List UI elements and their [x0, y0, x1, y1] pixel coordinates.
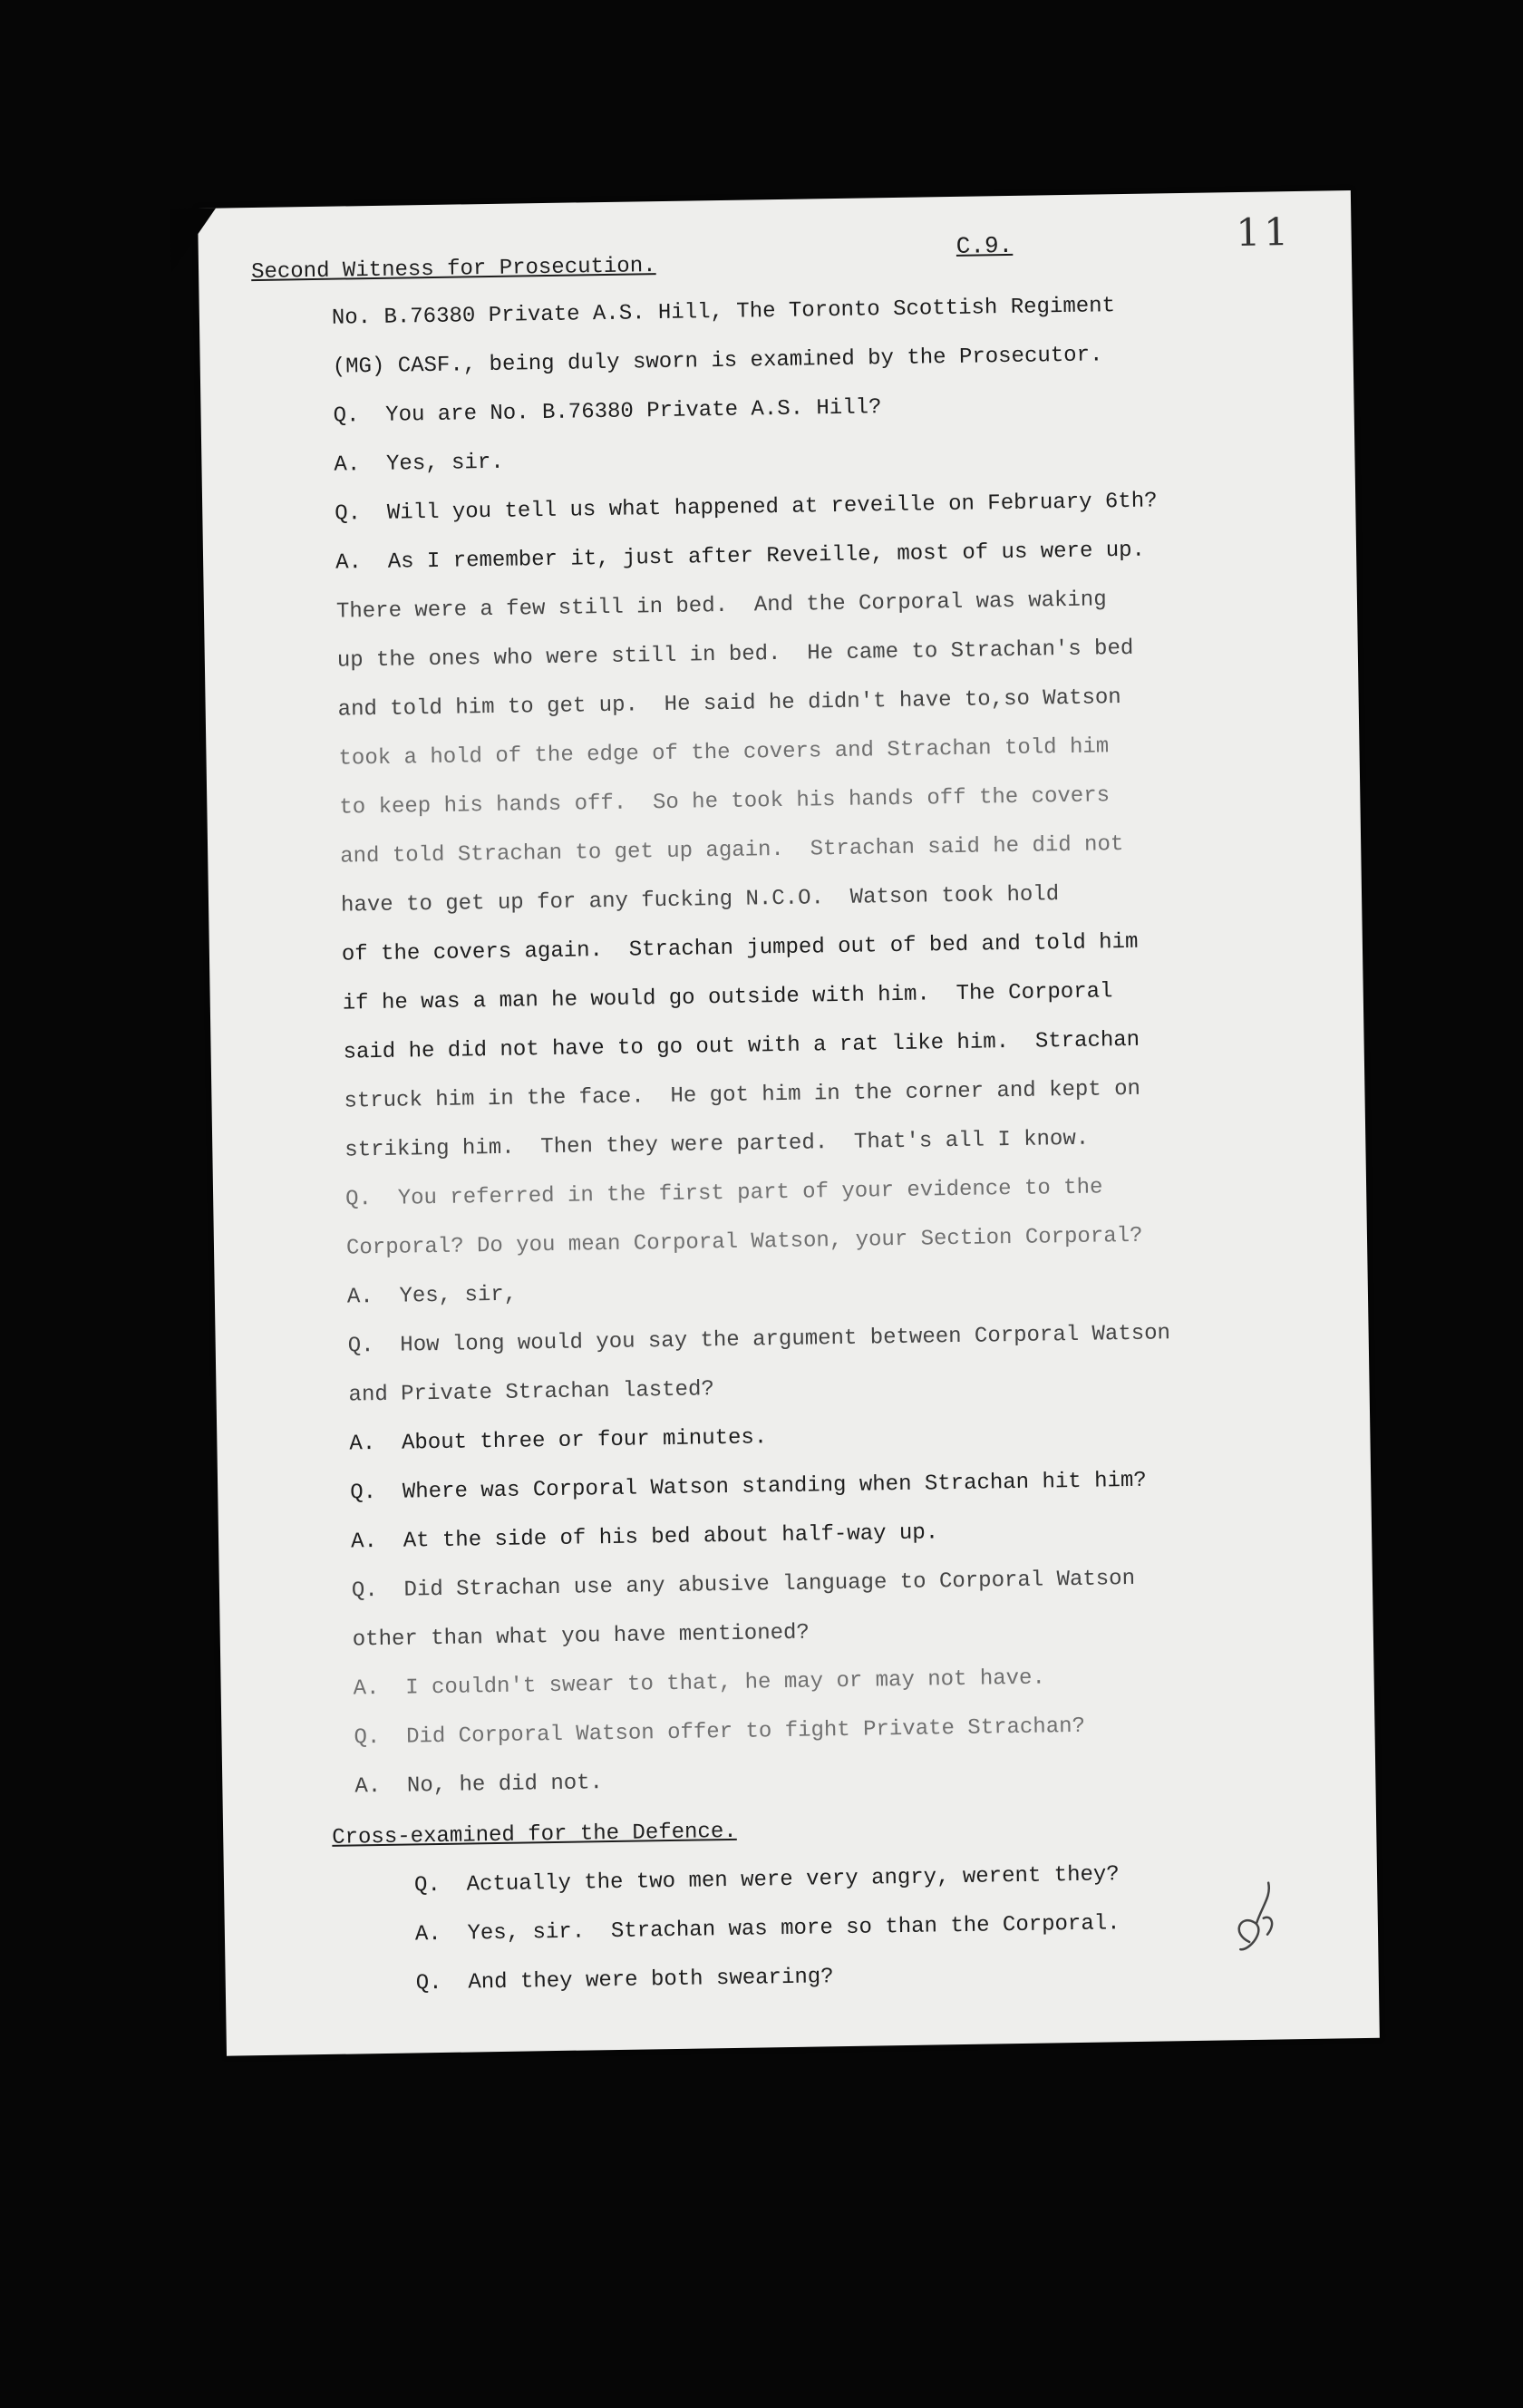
handwritten-initials — [1221, 1878, 1285, 1960]
text-line: said he did not have to go out with a rat like him. Strachan — [343, 1027, 1140, 1065]
text-line: have to get up for any fucking N.C.O. Watson took hold — [340, 882, 1060, 918]
text-line: Q. Did Corporal Watson offer to fight Private Strachan? — [354, 1714, 1086, 1751]
text-line: A. Yes, sir, — [346, 1282, 518, 1310]
text-line: A. No, he did not. — [354, 1771, 604, 1800]
text-line: to keep his hands off. So he took his hands off the covers — [339, 783, 1111, 820]
text-line: There were a few still in bed. And the Corporal was waking — [335, 587, 1107, 625]
text-line: and told him to get up. He said he didn't have to,so Watson — [337, 685, 1121, 723]
text-line: Corporal? Do you mean Corporal Watson, your Section Corporal? — [345, 1223, 1143, 1261]
text-line: Q. How long would you say the argument between Corporal Watson — [347, 1321, 1171, 1359]
text-line: if he was a man he would go outside with him. The Corporal — [342, 979, 1113, 1016]
text-line: other than what you have mentioned? — [352, 1620, 810, 1653]
heading-defence: Cross-examined for the Defence. — [332, 1819, 737, 1850]
text-line: Q. Actually the two men were very angry, werent they? — [413, 1862, 1120, 1898]
text-line: and told Strachan to get up again. Strachan said he did not — [340, 832, 1124, 869]
text-line: Q. You referred in the first part of your evidence to the — [344, 1175, 1103, 1212]
text-line: striking him. Then they were parted. That's all I know. — [344, 1126, 1090, 1163]
folded-corner — [170, 209, 217, 273]
text-line: took a hold of the edge of the covers and Strachan told him — [338, 734, 1110, 772]
text-line: A. As I remember it, just after Reveille, most of us were up. — [335, 538, 1146, 576]
text-line: Q. Did Strachan use any abusive language to Corporal Watson — [351, 1566, 1136, 1604]
text-line: Q. And they were both swearing? — [415, 1965, 834, 1996]
document-sheet — [198, 190, 1380, 2056]
heading-prosecution: Second Witness for Prosecution. — [250, 254, 656, 286]
text-line: (MG) CASF., being duly sworn is examined by the Prosecutor. — [332, 343, 1103, 380]
text-line: A. Yes, sir. Strachan was more so than the Corporal. — [414, 1911, 1120, 1947]
text-line: A. At the side of his bed about half-way up. — [350, 1520, 939, 1555]
text-line: A. I couldn't swear to that, he may or may not have. — [353, 1665, 1046, 1702]
text-line: A. About three or four minutes. — [349, 1425, 768, 1457]
text-line: Q. Where was Corporal Watson standing when Strachan hit him? — [350, 1468, 1147, 1506]
text-line: No. B.76380 Private A.S. Hill, The Toronto Scottish Regiment — [331, 294, 1116, 331]
tally-mark: 11 — [1236, 209, 1293, 256]
text-line: struck him in the face. He got him in the corner and kept on — [344, 1076, 1141, 1114]
text-line: A. Yes, sir. — [334, 450, 504, 478]
text-line: Q. Will you tell us what happened at reveille on February 6th? — [335, 489, 1158, 527]
page-reference: C.9. — [956, 231, 1014, 260]
text-line: up the ones who were still in bed. He came to Strachan's bed — [336, 636, 1134, 674]
text-line: of the covers again. Strachan jumped out of bed and told him — [341, 929, 1139, 967]
text-line: Q. You are No. B.76380 Private A.S. Hill? — [333, 395, 882, 429]
text-line: and Private Strachan lasted? — [348, 1377, 715, 1408]
